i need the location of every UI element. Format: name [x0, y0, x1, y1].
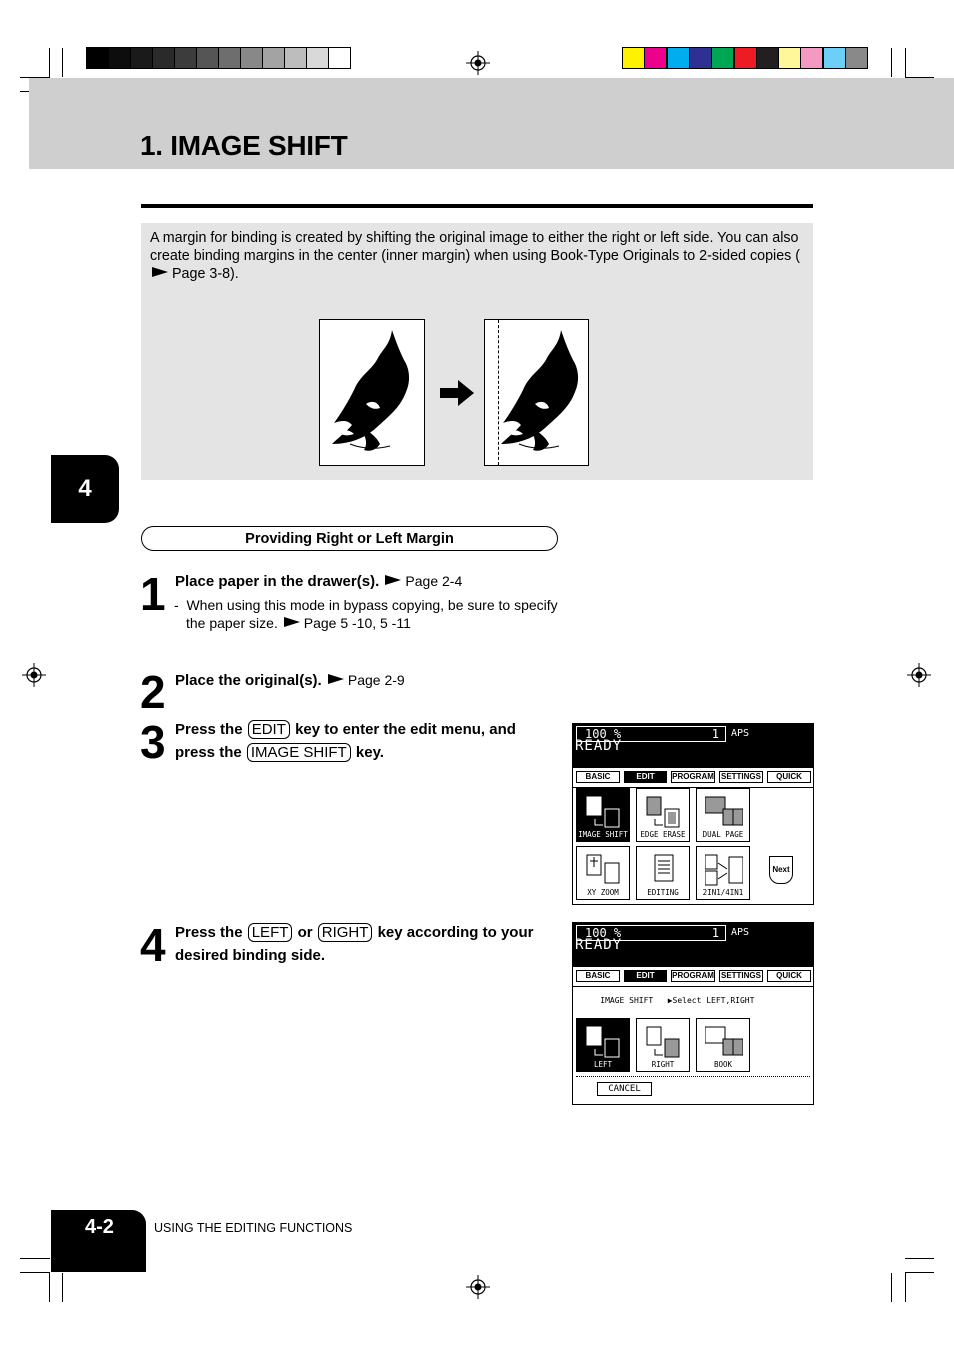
tab-program[interactable]: PROGRAM: [672, 772, 714, 781]
color-swatch: [711, 47, 734, 69]
step-2-text: [175, 669, 405, 692]
right-label: RIGHT: [651, 1060, 675, 1069]
gray-swatch: [108, 47, 131, 69]
step-1-text: [175, 570, 462, 593]
page-number: 4-2: [85, 1216, 114, 1238]
next-label: Next: [772, 865, 790, 874]
gray-swatch: [218, 47, 241, 69]
left-shift-icon: [585, 1025, 623, 1061]
xy-zoom-icon: [585, 853, 623, 889]
tab-basic[interactable]: BASIC: [576, 771, 620, 783]
gray-swatch: [306, 47, 329, 69]
gray-swatch: [196, 47, 219, 69]
editing-label: EDITING: [647, 888, 679, 897]
2in1-4in1-button[interactable]: [696, 846, 750, 900]
lcd-status-bar: [573, 724, 813, 768]
color-swatch: [823, 47, 846, 69]
mode-prompt: ▶Select LEFT,RIGHT: [667, 996, 755, 1005]
orca-image-icon: [489, 320, 593, 465]
page-ref-arrow-icon: [284, 617, 300, 627]
image-shift-key: IMAGE SHIFT: [247, 743, 351, 762]
gray-swatch: [86, 47, 109, 69]
step-number-4: 4: [140, 919, 164, 971]
dual-page-label: DUAL PAGE: [702, 830, 744, 839]
dual-page-icon: [705, 795, 743, 831]
orca-image-icon: [320, 320, 424, 465]
step-2-instruction: Place the original(s).: [175, 672, 322, 689]
step-4-text-a: Press the: [175, 924, 243, 941]
registration-mark-left: [22, 663, 46, 687]
tab-edit[interactable]: EDIT: [624, 771, 667, 783]
machine-status: READY: [575, 937, 623, 953]
tab-quick[interactable]: QUICK: [767, 771, 811, 783]
paper-mode: APS: [731, 927, 750, 938]
gray-swatch: [174, 47, 197, 69]
gray-swatch: [328, 47, 351, 69]
step-4-text-c: key according to your: [377, 924, 534, 941]
step-1-note-line2: the paper size.: [186, 615, 278, 631]
color-swatch: [734, 47, 757, 69]
2in1-4in1-icon: [705, 853, 743, 889]
mode-label: IMAGE SHIFT: [600, 996, 654, 1005]
title-rule: [141, 204, 813, 208]
registration-mark-right: [907, 663, 931, 687]
step-3-text-d: key.: [355, 744, 384, 761]
color-swatch: [667, 47, 690, 69]
step-1-page-ref: Page 2-4: [405, 573, 463, 589]
page-ref-arrow-icon: [152, 267, 168, 277]
dual-page-button[interactable]: [696, 788, 750, 842]
tab-settings[interactable]: SETTINGS: [720, 772, 761, 781]
page-title: 1. IMAGE SHIFT: [140, 130, 348, 161]
copy-count: 1: [711, 727, 719, 741]
shift-arrow-icon: [440, 380, 474, 406]
step-1-instruction: Place paper in the drawer(s).: [175, 573, 380, 590]
chapter-tab: 4: [51, 455, 119, 523]
color-swatch: [622, 47, 645, 69]
cancel-button[interactable]: [597, 1082, 652, 1096]
edge-erase-label: EDGE ERASE: [640, 830, 686, 839]
tab-edit[interactable]: EDIT: [624, 970, 667, 982]
step-4-text: [175, 921, 533, 967]
color-swatch: [689, 47, 712, 69]
lcd-edit-menu: [572, 723, 814, 905]
2in1-4in1-label: 2IN1/4IN1: [702, 888, 744, 897]
right-shift-icon: [645, 1025, 683, 1061]
edge-erase-icon: [645, 795, 683, 831]
image-shift-label: IMAGE SHIFT: [578, 830, 628, 839]
step-2-page-ref: Page 2-9: [347, 672, 405, 688]
original-page-illustration: [319, 319, 425, 466]
left-label: LEFT: [593, 1060, 613, 1069]
zoom-percent: 100 %: [585, 926, 622, 940]
image-shift-button[interactable]: [576, 788, 630, 842]
editing-icon: [645, 853, 683, 889]
left-key: LEFT: [248, 923, 293, 942]
lcd-image-shift-menu: [572, 922, 814, 1105]
page-ref-arrow-icon: [328, 674, 344, 684]
right-key: RIGHT: [318, 923, 373, 942]
step-1-note-ref: Page 5 -10, 5 -11: [303, 615, 411, 631]
gray-swatch: [152, 47, 175, 69]
machine-status: READY: [575, 738, 623, 754]
color-swatch: [778, 47, 801, 69]
zoom-percent: 100 %: [585, 727, 622, 741]
step-1-note-line1: When using this mode in bypass copying, be sure to specify: [186, 597, 558, 613]
tab-basic[interactable]: BASIC: [576, 970, 620, 982]
step-3-text-b: key to enter the edit menu, and: [295, 721, 516, 738]
shifted-page-illustration: [484, 319, 589, 466]
next-button[interactable]: [769, 856, 793, 884]
color-swatch: [756, 47, 779, 69]
lcd-divider: [576, 1076, 810, 1077]
step-4-text-b: or: [297, 924, 313, 941]
left-button[interactable]: [576, 1018, 630, 1072]
step-3-text: [175, 718, 516, 764]
mode-line: [581, 987, 754, 1014]
step-number-2: 2: [140, 666, 164, 718]
registration-mark-bottom: [466, 1275, 490, 1299]
section-title: Providing Right or Left Margin: [141, 526, 558, 551]
cancel-label: CANCEL: [608, 1084, 641, 1094]
gray-swatch: [284, 47, 307, 69]
gray-swatch: [240, 47, 263, 69]
intro-body: A margin for binding is created by shifting the original image to either the right or left side. You can also create binding margins in the center (inner margin) when using Book-Type Originals to 2-sided copies (: [150, 230, 801, 264]
step-3-text-a: Press the: [175, 721, 243, 738]
color-swatch: [644, 47, 667, 69]
color-swatch: [800, 47, 823, 69]
tab-program[interactable]: PROGRAM: [672, 971, 714, 980]
color-swatch: [845, 47, 868, 69]
step-4-text-d: desired binding side.: [175, 947, 326, 964]
intro-page-ref: Page 3-8).: [172, 265, 239, 282]
xy-zoom-label: XY ZOOM: [587, 888, 619, 897]
gray-swatch: [130, 47, 153, 69]
footer-page-tab: [51, 1210, 146, 1272]
step-3-text-c: press the: [175, 744, 242, 761]
editing-button[interactable]: [636, 846, 690, 900]
lcd-tab-row: [573, 768, 813, 788]
intro-text: [150, 230, 810, 283]
book-button[interactable]: [696, 1018, 750, 1072]
tab-quick[interactable]: QUICK: [767, 970, 811, 982]
image-shift-icon: [585, 795, 623, 831]
lcd-tab-row: [573, 967, 813, 987]
edit-key: EDIT: [248, 720, 290, 739]
lcd-status-bar: [573, 923, 813, 967]
registration-mark-top: [466, 51, 490, 75]
paper-mode: APS: [731, 728, 750, 739]
tab-settings[interactable]: SETTINGS: [720, 971, 761, 980]
step-number-3: 3: [140, 716, 164, 768]
step-1-note: - When using this mode in bypass copying, be sure to specify the paper size. Page 5 -10, 5 -11: [174, 597, 558, 631]
right-button[interactable]: [636, 1018, 690, 1072]
book-label: BOOK: [713, 1060, 733, 1069]
book-icon: [705, 1025, 743, 1061]
page-ref-arrow-icon: [385, 575, 401, 585]
edge-erase-button[interactable]: [636, 788, 690, 842]
xy-zoom-button[interactable]: [576, 846, 630, 900]
gray-swatch: [262, 47, 285, 69]
footer-section: USING THE EDITING FUNCTIONS: [154, 1221, 353, 1235]
step-number-1: 1: [140, 568, 164, 620]
copy-count: 1: [711, 926, 719, 940]
